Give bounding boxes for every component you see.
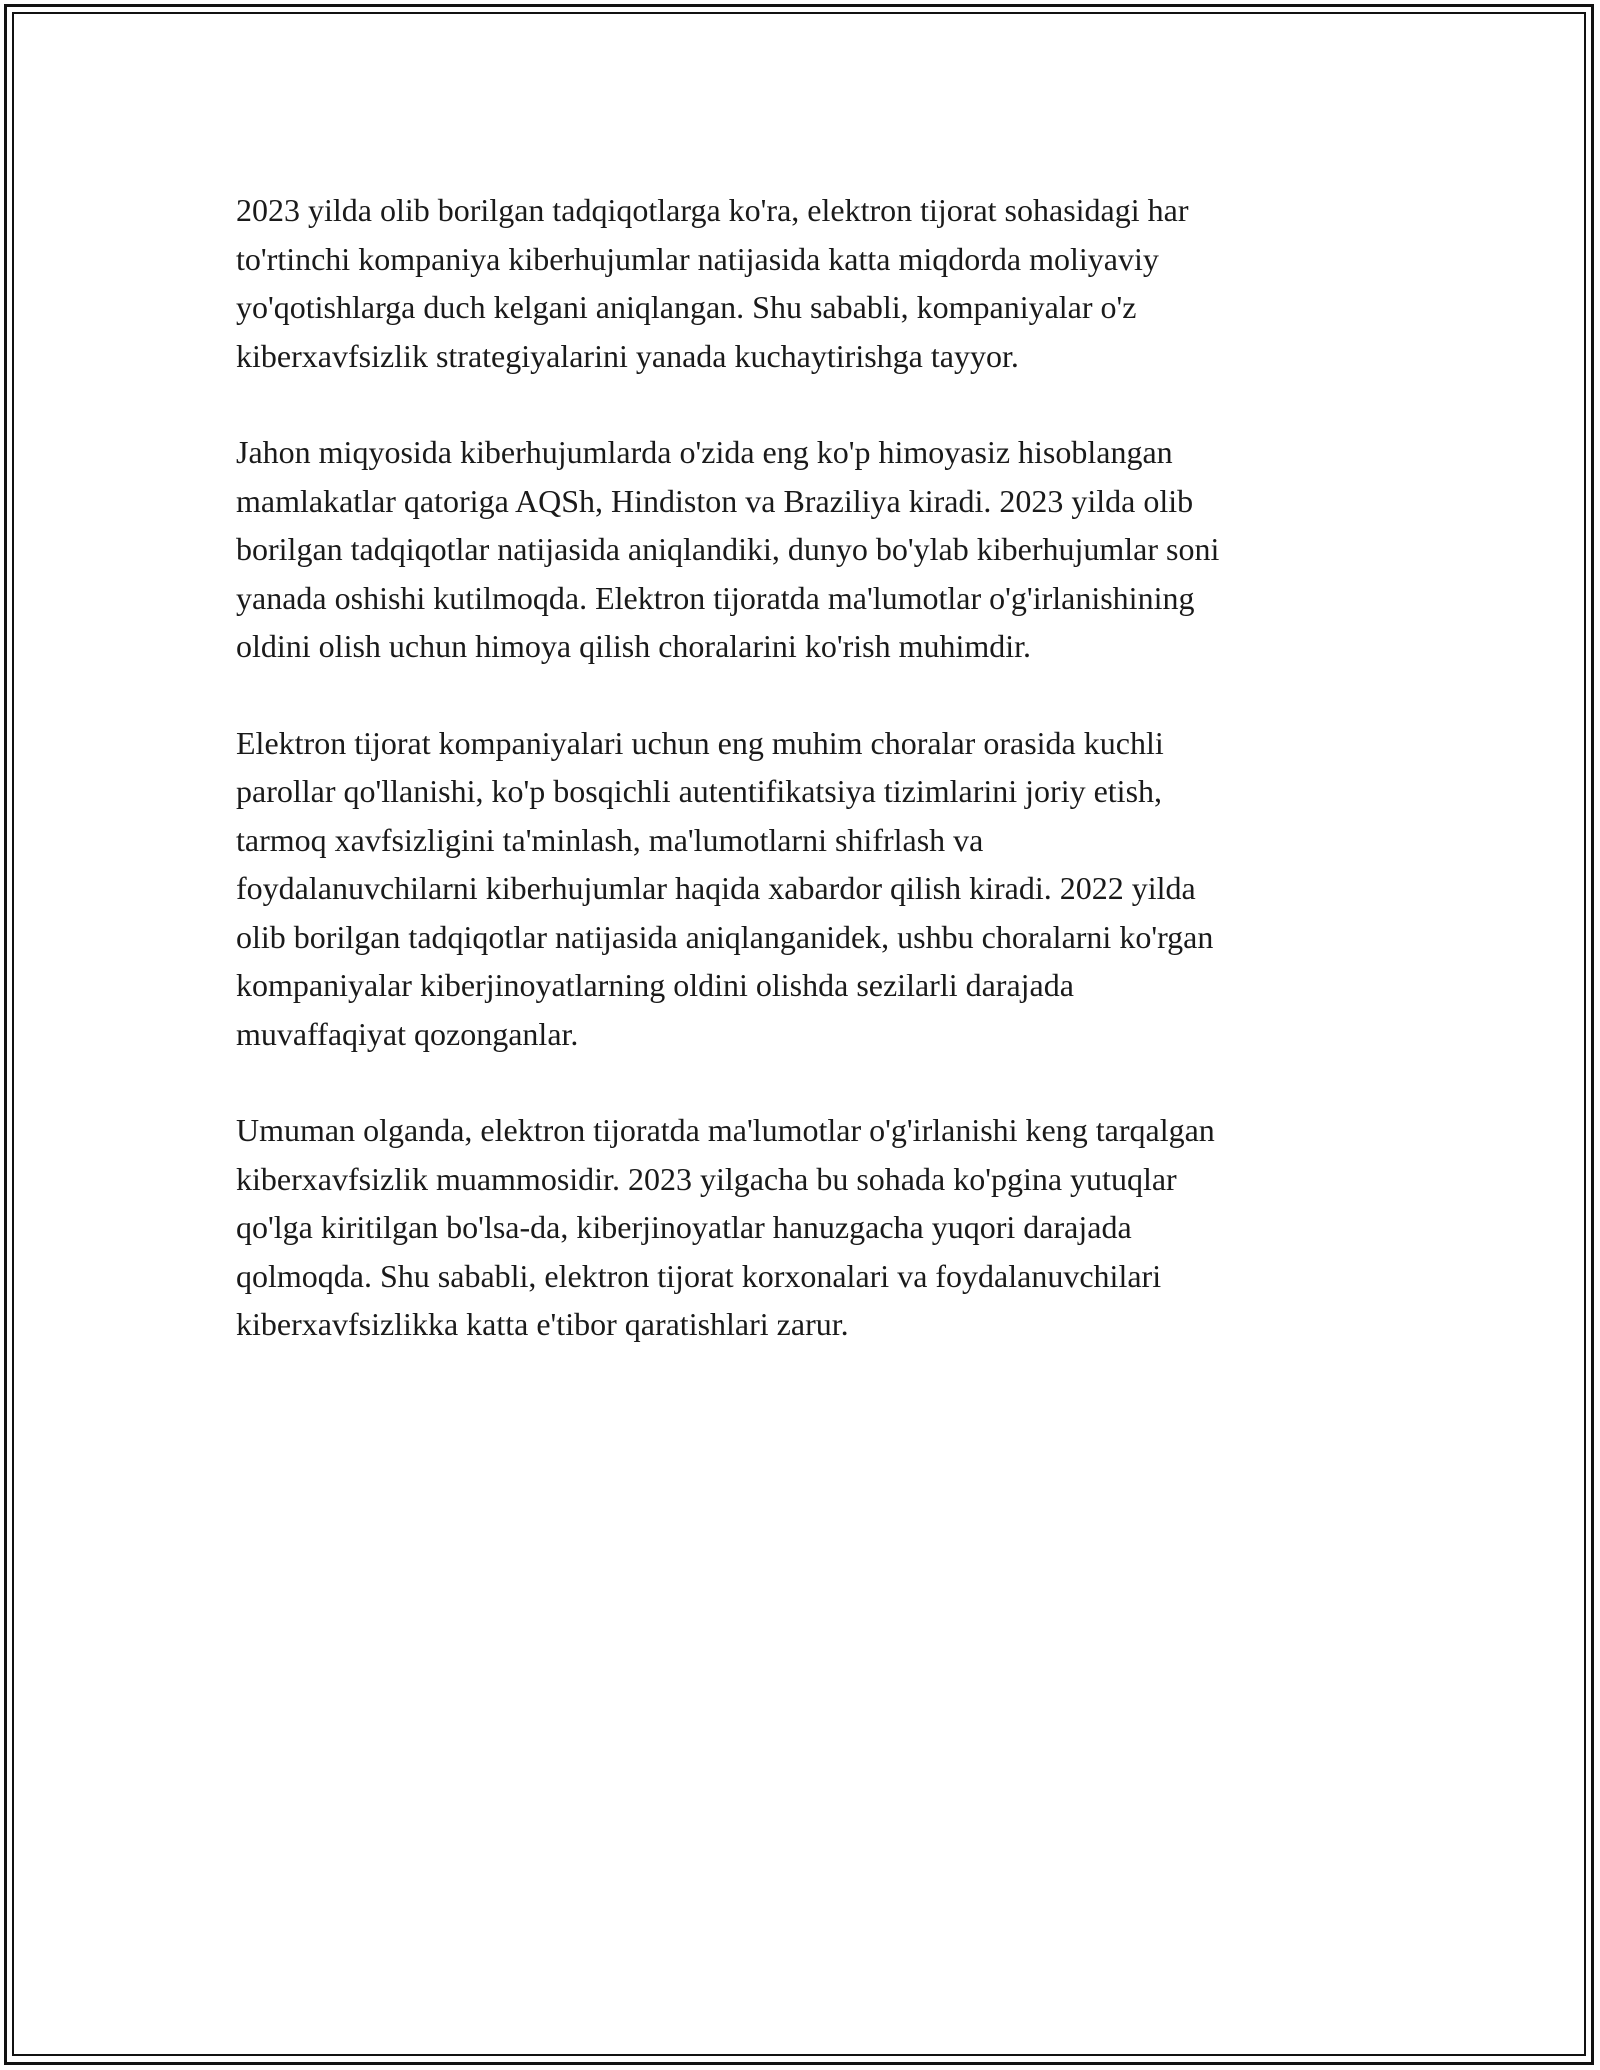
- paragraph-4: Umuman olganda, elektron tijoratda ma'lumotlar o'g'irlanishi keng tarqalgan kiberxavfsizlik muammosidir. 2023 yilgacha bu sohada ko'pgina yutuqlar qo'lga kiritilgan bo'lsa-da, kiberjinoyatlar hanuzgacha yuqori darajada qolmoqda. Shu sababli, elektron tijorat korxonalari va foydalanuvchilari kiberxavfsizlikka katta e'tibor qaratishlari zarur.: [236, 1112, 1215, 1342]
- paragraph-2: Jahon miqyosida kiberhujumlarda o'zida eng ko'p himoyasiz hisoblangan mamlakatlar qatoriga AQSh, Hindiston va Braziliya kiradi. 2023 yilda olib borilgan tadqiqotlar natijasida aniqlandiki, dunyo bo'ylab kiberhujumlar soni yanada oshishi kutilmoqda. Elektron tijoratda ma'lumotlar o'g'irlanishining oldini olish uchun himoya qilish choralarini ko'rish muhimdir.: [236, 434, 1220, 664]
- paragraph-1: 2023 yilda olib borilgan tadqiqotlarga ko'ra, elektron tijorat sohasidagi har to'rtinchi kompaniya kiberhujumlar natijasida katta miqdorda moliyaviy yo'qotishlarga duch kelgani aniqlangan. Shu sababli, kompaniyalar o'z kiberxavfsizlik strategiyalarini yanada kuchaytirishga tayyor.: [236, 192, 1189, 374]
- paragraph-3: Elektron tijorat kompaniyalari uchun eng muhim choralar orasida kuchli parollar qo'llanishi, ko'p bosqichli autentifikatsiya tizimlarini joriy etish, tarmoq xavfsizligini ta'minlash, ma'lumotlarni shifrlash va foydalanuvchilarni kiberhujumlar haqida xabardor qilish kiradi. 2022 yilda olib borilgan tadqiqotlar natijasida aniqlanganidek, ushbu choralarni ko'rgan kompaniyalar kiberjinoyatlarning oldini olishda sezilarli darajada muvaffaqiyat qozonganlar.: [236, 724, 1214, 1052]
- document-body: [236, 186, 1376, 1397]
